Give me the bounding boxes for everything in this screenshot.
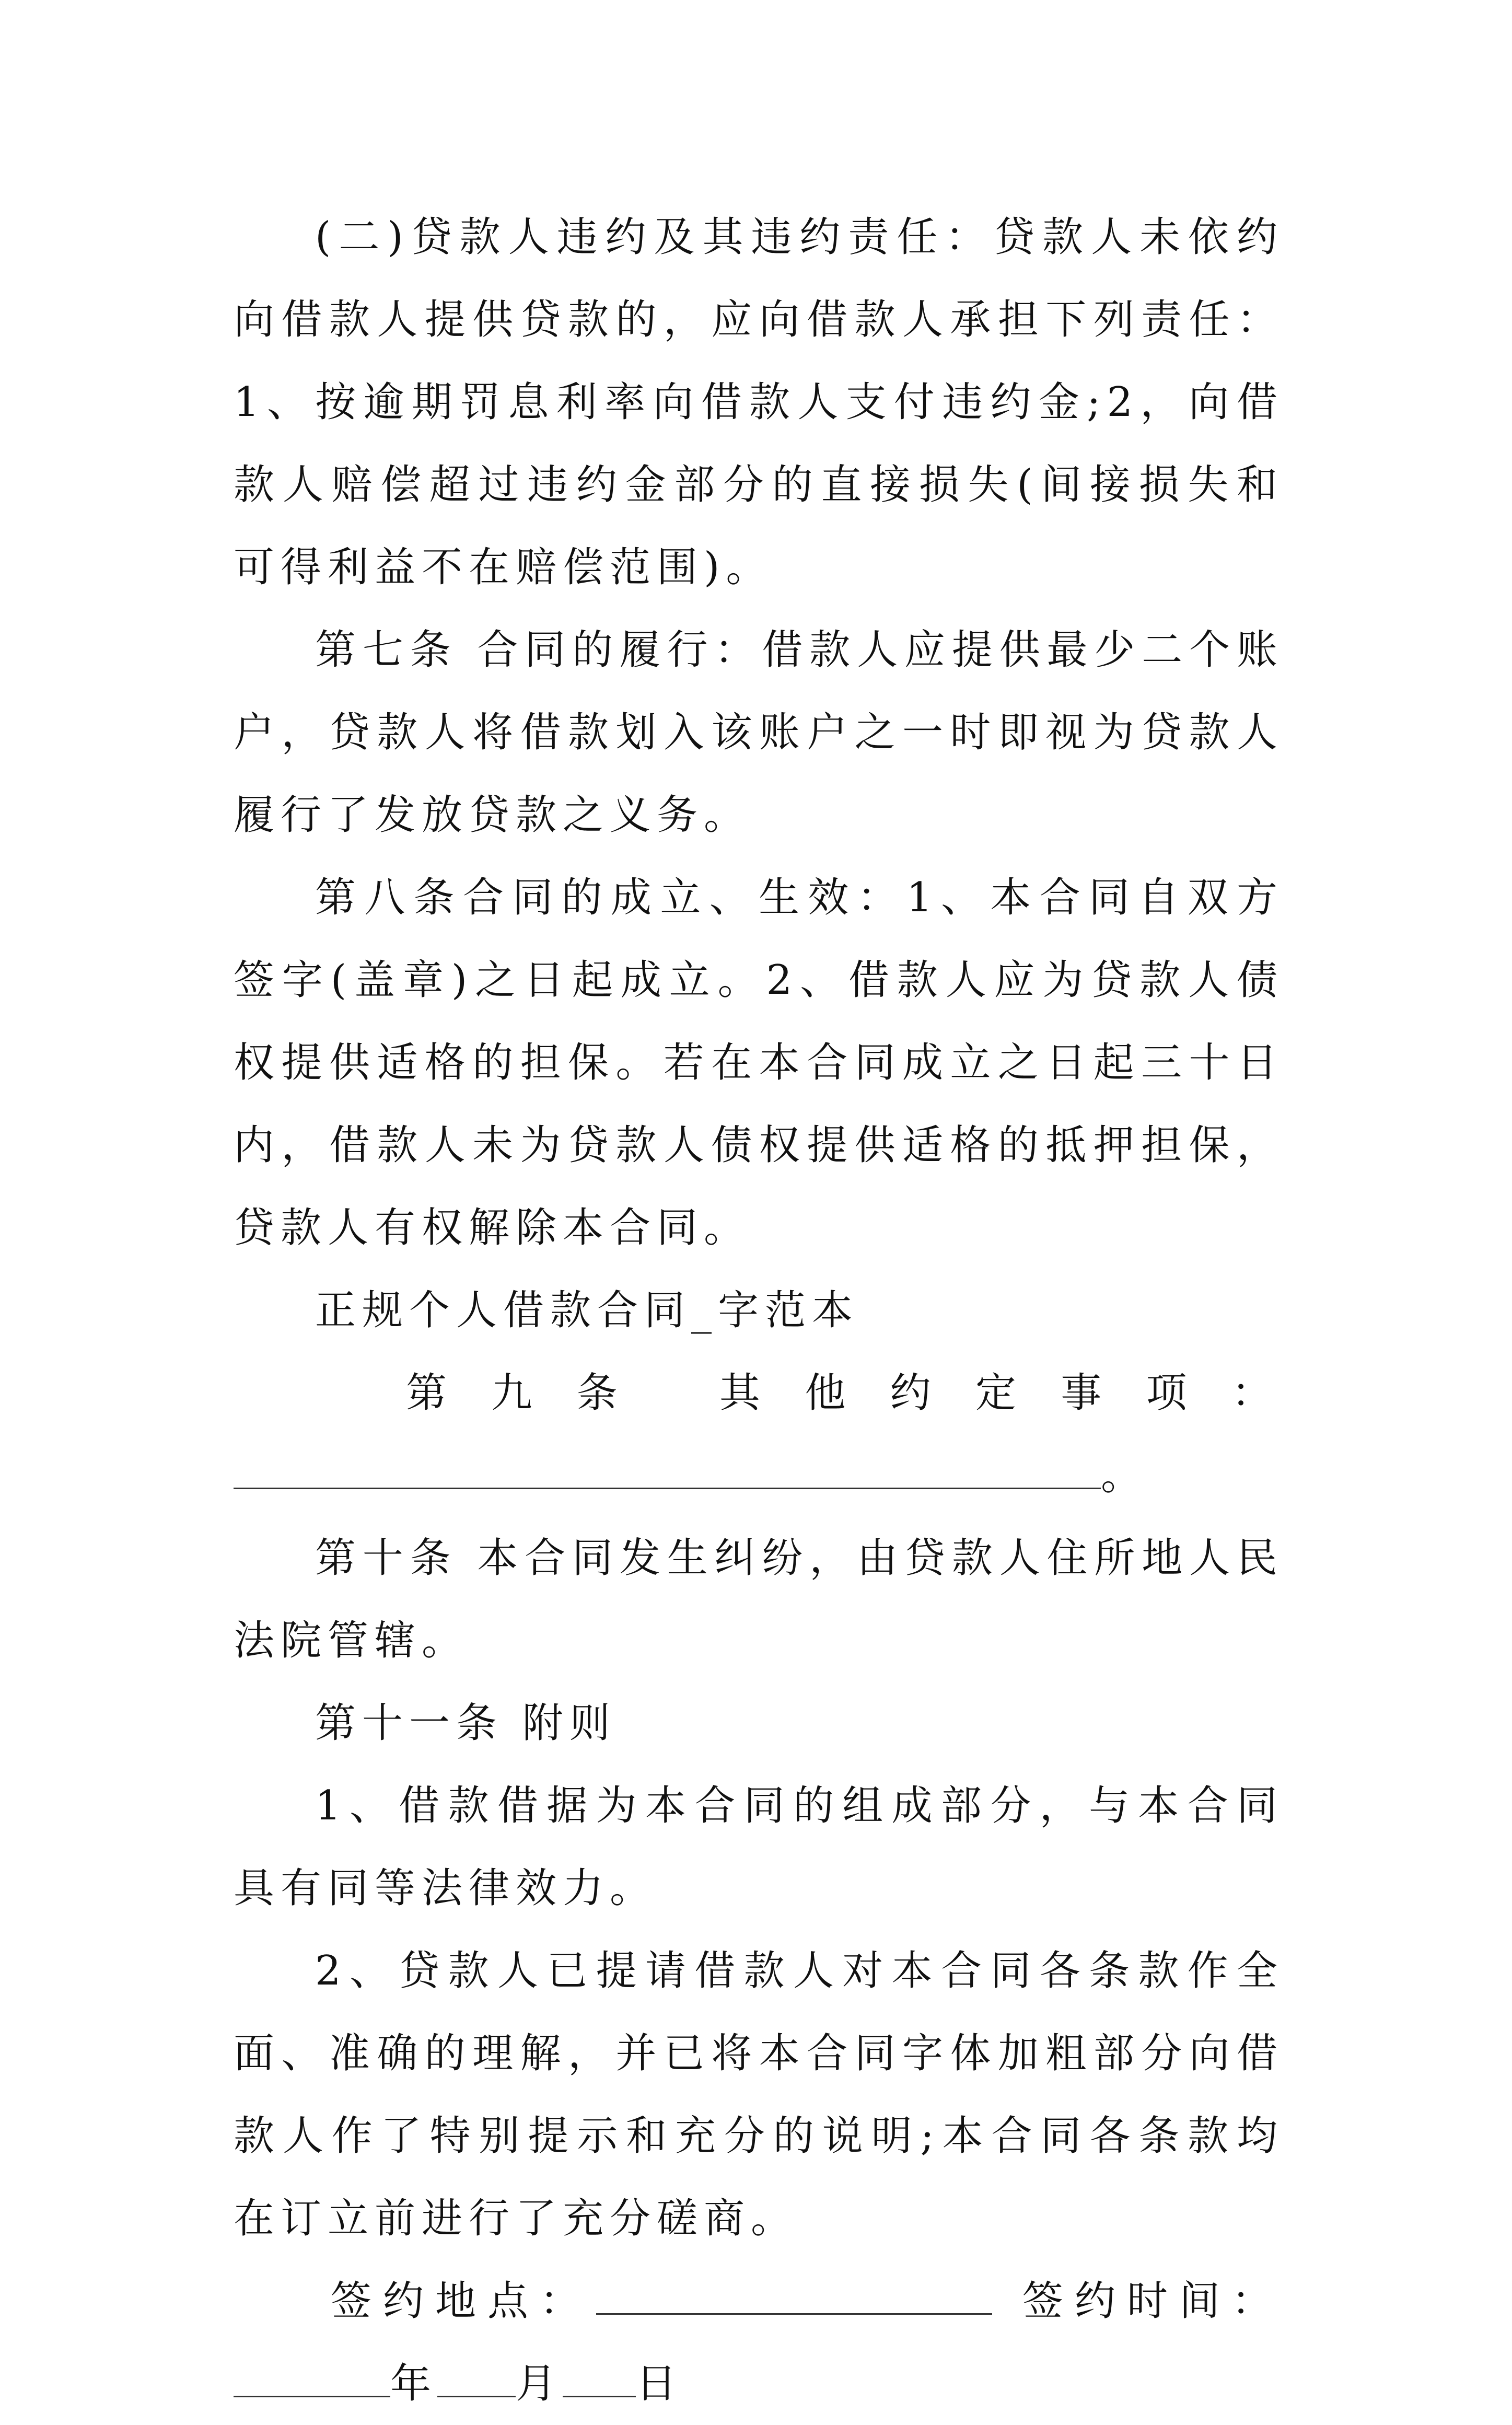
article-9-char: 定: [975, 1370, 1022, 1417]
article-9-blank-line: [234, 1434, 1284, 1517]
signing-time-label: 签约时间：: [1022, 2278, 1284, 2325]
paragraph-template-title: 正规个人借款合同_字范本: [315, 1287, 859, 1334]
article-9-blank[interactable]: [234, 1454, 1101, 1489]
article-9-char: ：: [1231, 1370, 1278, 1417]
day-label: 日: [636, 2360, 683, 2407]
paragraph-article-10: 第十条 本合同发生纠纷，由贷款人住所地人民法院管辖。: [234, 1535, 1284, 1664]
paragraph-article-11: 第十一条 附则: [315, 1700, 617, 1747]
article-9-char: 他: [805, 1370, 852, 1417]
month-blank[interactable]: [437, 2362, 516, 2397]
paragraph-annex-1: 1、借款借据为本合同的组成部分，与本合同具有同等法律效力。: [234, 1782, 1284, 1912]
article-9-char: 其: [719, 1370, 766, 1417]
day-blank[interactable]: [563, 2362, 636, 2397]
month-label: 月: [516, 2360, 563, 2407]
signing-date-row: [234, 2342, 1284, 2425]
article-9-heading: [234, 1352, 1284, 1434]
article-9-period: 。: [1101, 1452, 1148, 1499]
paragraph-annex-2: 2、贷款人已提请借款人对本合同各条款作全面、准确的理解，并已将本合同字体加粗部分向借款人作了特别提示和充分的说明;本合同各条款均在订立前进行了充分磋商。: [234, 1947, 1284, 2242]
signing-row: [234, 2260, 1284, 2342]
article-9-char: 条: [576, 1370, 624, 1417]
article-9-char: 项: [1146, 1370, 1193, 1417]
signing-place-blank[interactable]: [596, 2280, 992, 2315]
signing-place-label: 签约地点：: [331, 2278, 592, 2325]
paragraph-lender-default: (二)贷款人违约及其违约责任：贷款人未依约向借款人提供贷款的，应向借款人承担下列责任：1、按逾期罚息利率向借款人支付违约金;2，向借款人赔偿超过违约金部分的直接损失(间接损失和可得利益不在赔偿范围)。: [234, 214, 1284, 591]
article-9-char: 第: [406, 1370, 453, 1417]
year-blank[interactable]: [234, 2362, 390, 2397]
article-9-char: 约: [890, 1370, 937, 1417]
paragraph-article-7: 第七条 合同的履行：借款人应提供最少二个账户，贷款人将借款划入该账户之一时即视为贷款人履行了发放贷款之义务。: [234, 626, 1284, 839]
article-9-char: 九: [491, 1370, 539, 1417]
document-page: [234, 196, 1284, 2425]
paragraph-article-8: 第八条合同的成立、生效：1、本合同自双方签字(盖章)之日起成立。2、借款人应为贷款人债权提供适格的担保。若在本合同成立之日起三十日内，借款人未为贷款人债权提供适格的抵押担保，贷款人有权解除本合同。: [234, 874, 1284, 1251]
article-9-char: 事: [1061, 1370, 1108, 1417]
year-label: 年: [390, 2360, 438, 2407]
